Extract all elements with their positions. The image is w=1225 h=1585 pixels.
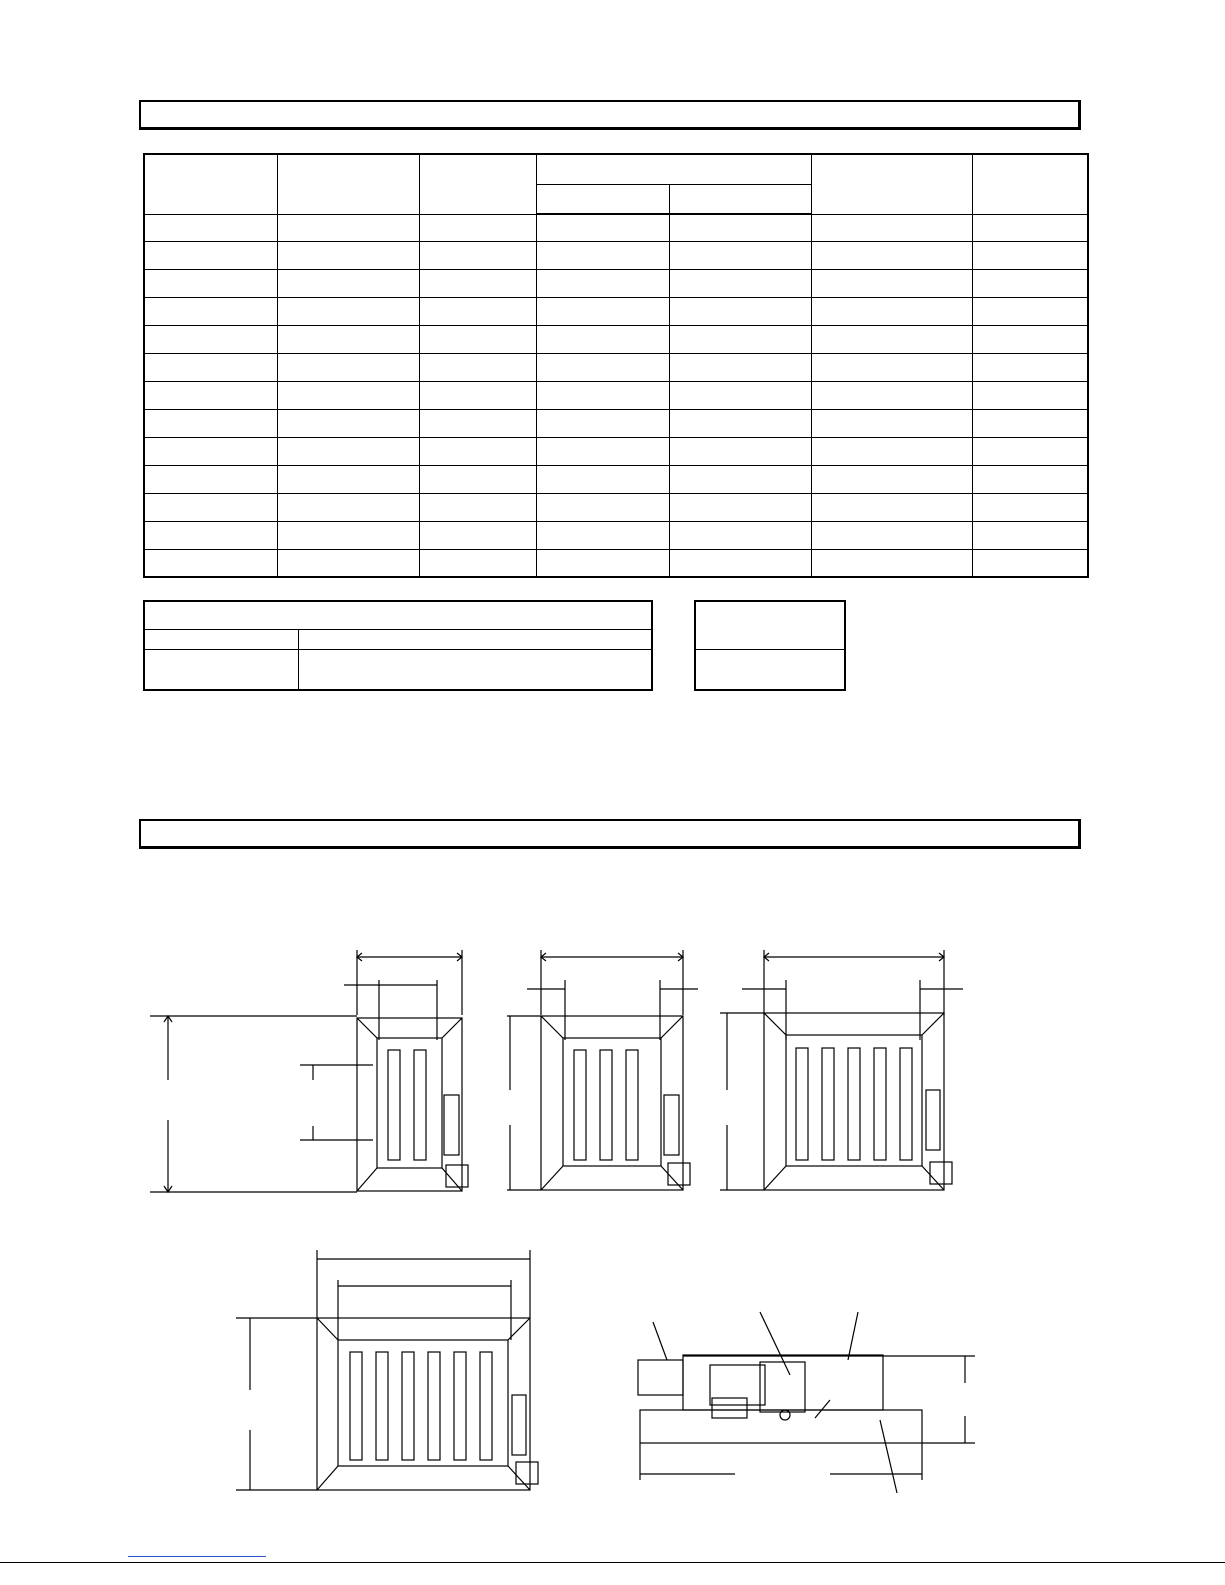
header-cell [144,154,277,214]
table-cell [144,354,277,382]
table-cell [277,298,419,326]
table-cell [277,521,419,549]
table-cell [419,465,536,493]
unit-drawing-medium [507,950,698,1190]
table-cell [972,382,1088,410]
table-row [144,465,1088,493]
table-cell [144,270,277,298]
table-cell [669,521,811,549]
unit-drawing-small [150,950,468,1192]
table-cell [419,493,536,521]
table-row [144,521,1088,549]
table-cell [277,382,419,410]
table-cell [811,437,972,465]
table-cell [669,409,811,437]
unit-drawing-xlarge [236,1250,538,1490]
code-box [694,600,846,691]
table-cell [811,382,972,410]
table-cell [419,437,536,465]
table-cell [536,409,669,437]
table-cell [811,214,972,242]
table-cell [277,354,419,382]
table-cell [536,465,669,493]
table-cell [669,214,811,242]
table-cell [972,298,1088,326]
header-cell [811,154,972,214]
table-cell [669,354,811,382]
table-cell [419,270,536,298]
spec-table-header-row [144,154,1088,184]
table-cell [669,437,811,465]
unit-drawing-large [720,950,963,1190]
notes-col2-header [298,629,652,649]
table-cell [144,409,277,437]
table-cell [972,270,1088,298]
table-cell [811,409,972,437]
code-box-value [695,649,845,690]
table-cell [811,326,972,354]
table-cell [972,326,1088,354]
table-cell [972,549,1088,577]
dimensions-title-bar [139,819,1081,849]
table-cell [419,521,536,549]
table-cell [419,242,536,270]
table-cell [972,465,1088,493]
dimension-drawings [0,930,1225,1510]
table-cell [144,521,277,549]
table-cell [536,242,669,270]
table-row [144,409,1088,437]
table-cell [669,298,811,326]
header-cell [277,154,419,214]
table-cell [277,493,419,521]
code-box-header [695,601,845,649]
specifications-title-bar [139,100,1081,130]
table-cell [811,549,972,577]
table-cell [419,549,536,577]
table-cell [144,382,277,410]
table-row [144,493,1088,521]
table-row [144,298,1088,326]
notes-col1-header [144,629,298,649]
notes-col2-value [298,649,652,690]
table-cell [669,382,811,410]
table-cell [811,465,972,493]
table-cell [811,298,972,326]
table-cell [811,493,972,521]
table-row [144,382,1088,410]
table-cell [419,354,536,382]
table-cell [536,326,669,354]
table-cell [811,354,972,382]
table-cell [419,214,536,242]
table-cell [536,382,669,410]
table-row [144,549,1088,577]
table-row [144,214,1088,242]
table-cell [144,549,277,577]
table-cell [811,521,972,549]
header-cell-group [536,154,811,184]
unit-drawing-side-view [638,1312,975,1493]
table-cell [144,437,277,465]
page-bottom-rule [0,1562,1225,1563]
table-cell [536,214,669,242]
table-cell [972,409,1088,437]
table-cell [277,270,419,298]
table-cell [144,298,277,326]
table-cell [536,437,669,465]
table-row [144,354,1088,382]
spec-table [143,153,1089,578]
table-row [144,326,1088,354]
table-cell [669,465,811,493]
table-cell [972,521,1088,549]
table-cell [536,521,669,549]
table-cell [277,437,419,465]
table-cell [669,493,811,521]
notes-col1-value [144,649,298,690]
table-cell [277,465,419,493]
table-cell [419,409,536,437]
table-cell [972,437,1088,465]
table-cell [144,214,277,242]
table-cell [536,354,669,382]
table-cell [419,326,536,354]
table-cell [277,409,419,437]
table-cell [419,298,536,326]
table-cell [972,214,1088,242]
table-cell [811,242,972,270]
table-row [144,270,1088,298]
table-cell [144,465,277,493]
table-cell [536,493,669,521]
table-cell [277,242,419,270]
table-cell [669,326,811,354]
table-cell [144,326,277,354]
table-cell [536,270,669,298]
notes-table [143,600,653,691]
table-cell [144,493,277,521]
table-cell [277,549,419,577]
subheader-cell [669,184,811,214]
table-cell [144,242,277,270]
table-cell [669,270,811,298]
notes-table-title [144,601,652,629]
table-cell [536,549,669,577]
table-row [144,242,1088,270]
table-cell [972,242,1088,270]
table-cell [669,549,811,577]
table-cell [811,270,972,298]
table-row [144,437,1088,465]
table-cell [277,326,419,354]
header-cell [972,154,1088,214]
table-cell [972,354,1088,382]
header-cell [419,154,536,214]
table-cell [669,242,811,270]
footer-link-underline[interactable] [128,1556,266,1558]
table-cell [419,382,536,410]
subheader-cell [536,184,669,214]
table-cell [536,298,669,326]
table-cell [972,493,1088,521]
table-cell [277,214,419,242]
